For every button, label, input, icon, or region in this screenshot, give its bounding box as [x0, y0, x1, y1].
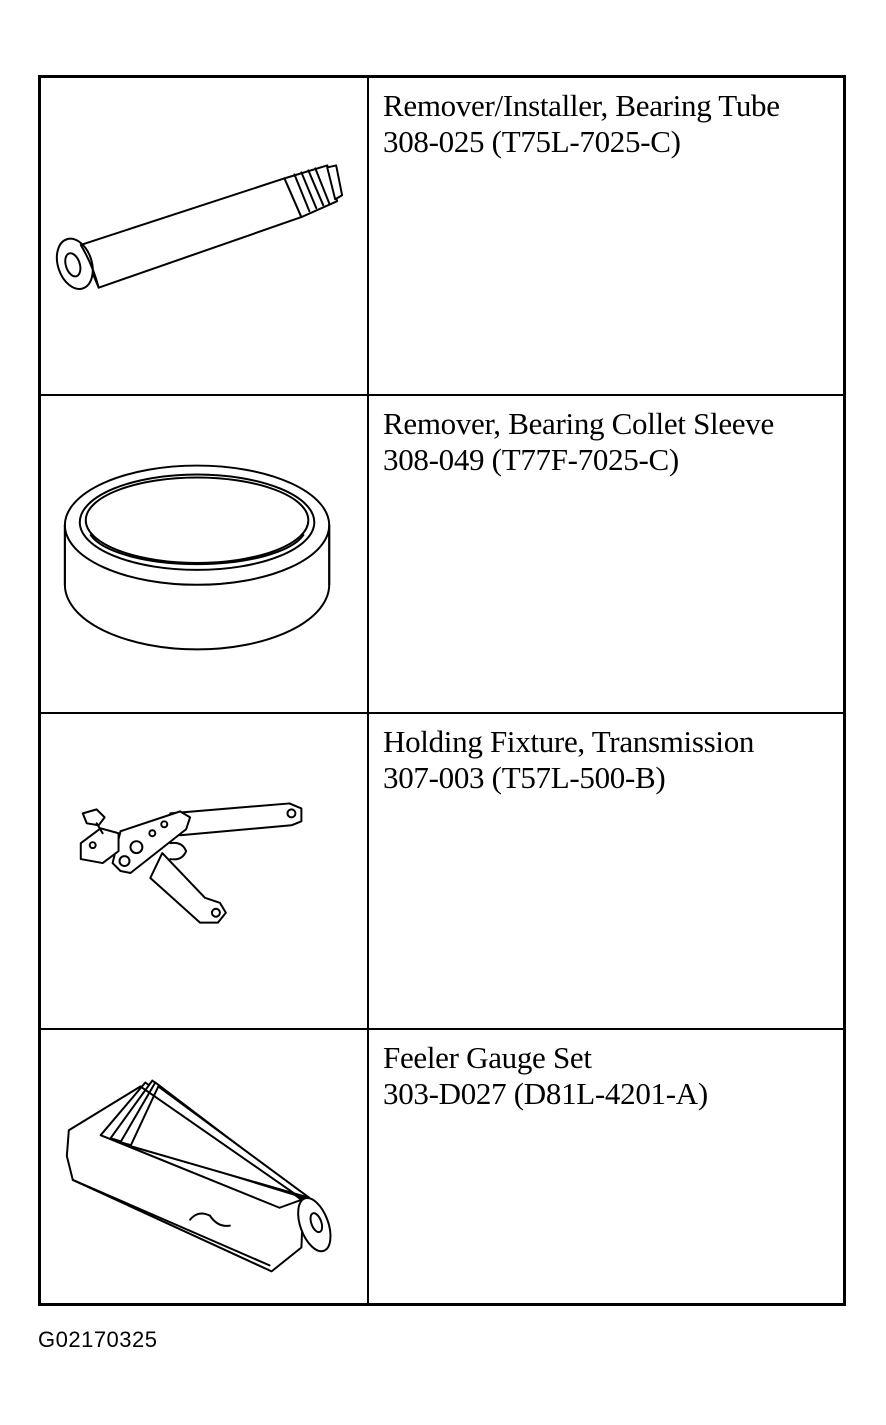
illustration-cell [41, 1030, 369, 1303]
collet-sleeve-remover-icon [41, 396, 367, 712]
tool-name: Remover, Bearing Collet Sleeve [383, 406, 774, 441]
figure-id: G02170325 [38, 1327, 158, 1352]
tool-description [369, 78, 843, 394]
special-tools-table [38, 75, 846, 1306]
tool-name: Holding Fixture, Transmission [383, 724, 755, 759]
tool-part-number: 303-D027 (D81L-4201-A) [383, 1076, 708, 1111]
table-row [41, 1030, 843, 1303]
tool-description [369, 714, 843, 1028]
tool-description [369, 1030, 843, 1303]
tool-description [369, 396, 843, 712]
illustration-cell [41, 78, 369, 394]
tool-part-number: 307-003 (T57L-500-B) [383, 760, 666, 795]
table-row [41, 78, 843, 396]
table-row [41, 714, 843, 1030]
tool-name: Feeler Gauge Set [383, 1040, 592, 1075]
transmission-holding-fixture-icon [41, 714, 367, 1028]
tool-name: Remover/Installer, Bearing Tube [383, 88, 780, 123]
bearing-tube-remover-installer-icon [41, 78, 367, 394]
illustration-cell [41, 396, 369, 712]
feeler-gauge-set-icon [41, 1030, 367, 1303]
table-row [41, 396, 843, 714]
illustration-cell [41, 714, 369, 1028]
tool-part-number: 308-025 (T75L-7025-C) [383, 124, 681, 159]
tool-part-number: 308-049 (T77F-7025-C) [383, 442, 679, 477]
